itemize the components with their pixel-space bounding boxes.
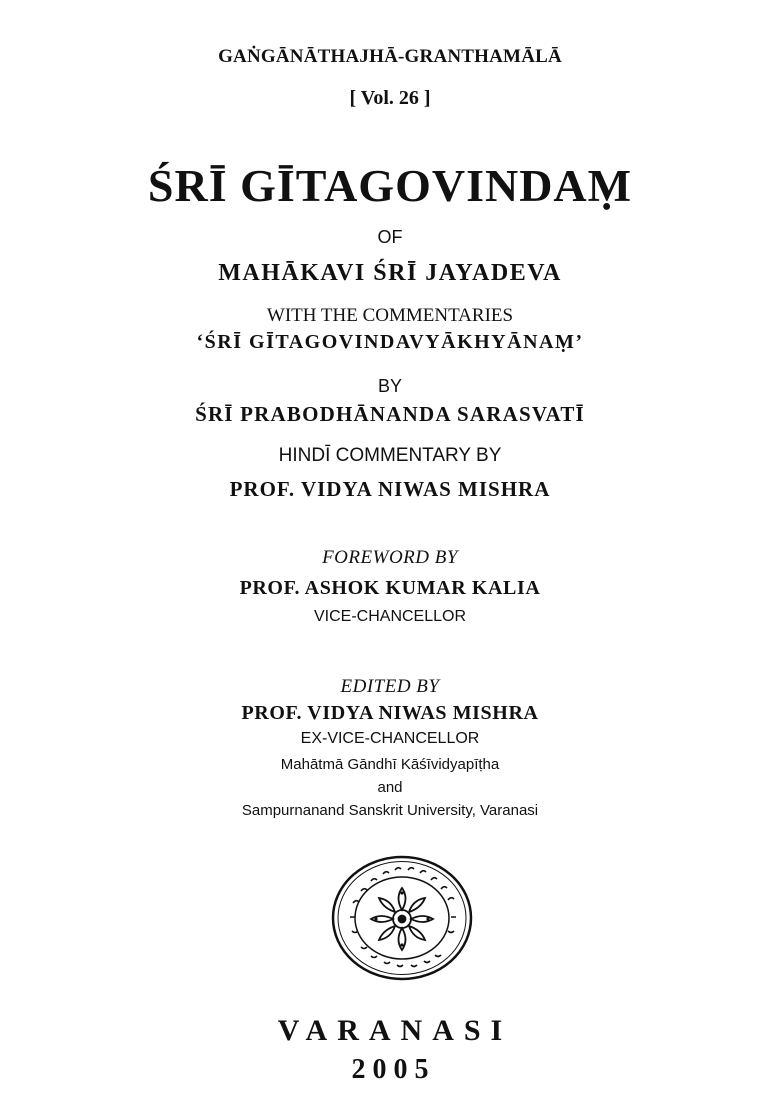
foreword-author-role: VICE-CHANCELLOR: [313, 608, 467, 625]
and-label: and: [377, 779, 403, 796]
place-of-publication: VARANASI: [277, 1014, 513, 1047]
commentator-name: ŚRĪ PRABODHĀNANDA SARASVATĪ: [195, 402, 585, 426]
publication-year: 2005: [351, 1054, 436, 1085]
volume-number: [ Vol. 26 ]: [349, 87, 431, 109]
edited-by-label: EDITED BY: [340, 676, 440, 697]
of-label: OF: [377, 227, 403, 247]
series-name: GAṄGĀNĀTHAJHĀ-GRANTHAMĀLĀ: [218, 46, 562, 67]
foreword-label: FOREWORD BY: [322, 547, 458, 568]
editor-role: EX-VICE-CHANCELLOR: [300, 730, 480, 747]
book-title: ŚRĪ GĪTAGOVINDAṂ: [147, 160, 633, 211]
author-name: MAHĀKAVI ŚRĪ JAYADEVA: [218, 260, 562, 286]
commentary-title: ‘ŚRĪ GĪTAGOVINDAVYĀKHYĀNAṂ’: [196, 331, 584, 353]
hindi-commentator-name: PROF. VIDYA NIWAS MISHRA: [229, 477, 551, 501]
university-seal-icon: [331, 855, 473, 981]
with-commentaries-label: WITH THE COMMENTARIES: [266, 305, 514, 326]
editor-institution-2: Sampurnanand Sanskrit University, Varanasi: [241, 802, 539, 819]
editor-name: PROF. VIDYA NIWAS MISHRA: [241, 702, 539, 724]
editor-institution-1: Mahātmā Gāndhī Kāśīvidyapīṭha: [280, 756, 500, 773]
hindi-commentary-label: HINDĪ COMMENTARY BY: [278, 445, 502, 466]
foreword-author-name: PROF. ASHOK KUMAR KALIA: [239, 577, 541, 599]
by-label: BY: [377, 376, 402, 396]
